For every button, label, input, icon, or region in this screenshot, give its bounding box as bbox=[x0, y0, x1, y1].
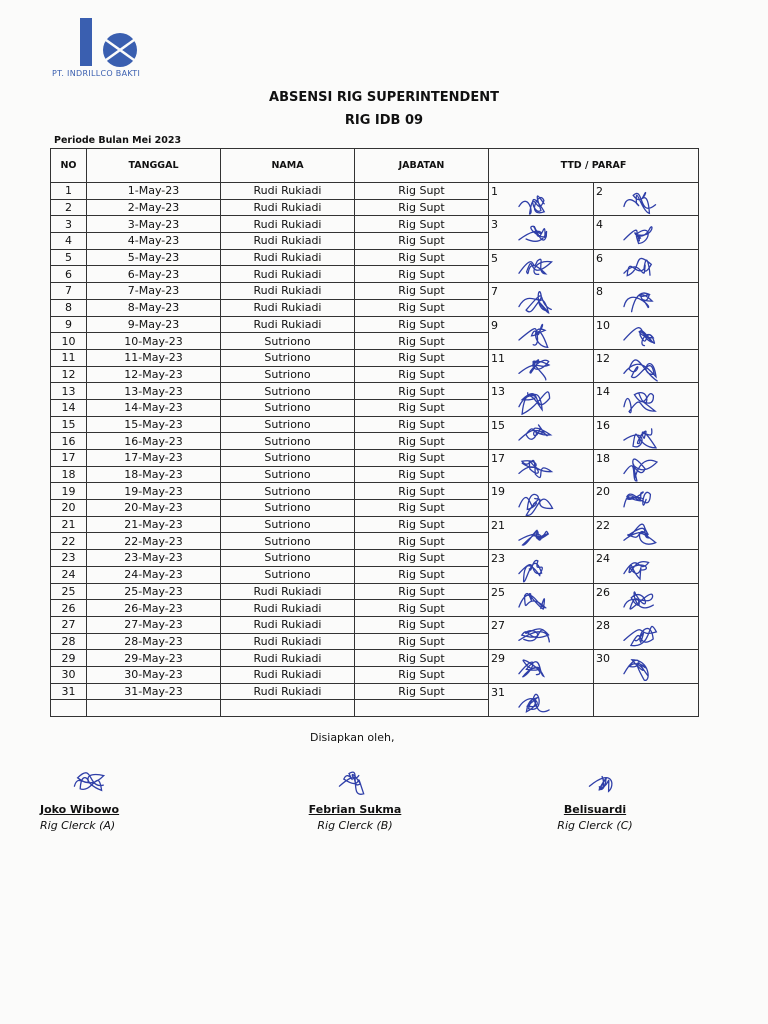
cell-nama: Rudi Rukiadi bbox=[221, 266, 355, 283]
signature-box bbox=[489, 683, 594, 716]
table-row bbox=[51, 616, 699, 633]
signature-box bbox=[489, 450, 594, 483]
cell-no: 1 bbox=[51, 183, 87, 200]
prepared-by-label: Disiapkan oleh, bbox=[310, 731, 395, 744]
cell-no: 4 bbox=[51, 233, 87, 250]
signature-box-number: 7 bbox=[491, 285, 498, 299]
cell-no: 5 bbox=[51, 249, 87, 266]
cell-tanggal: 2-May-23 bbox=[87, 199, 221, 216]
cell-jabatan: Rig Supt bbox=[355, 316, 489, 333]
cell-nama: Rudi Rukiadi bbox=[221, 299, 355, 316]
signature-box bbox=[594, 616, 699, 649]
signature-box-number: 2 bbox=[596, 185, 603, 198]
signature-box-number: 24 bbox=[596, 552, 610, 566]
header-ttd-paraf: TTD / PARAF bbox=[489, 149, 699, 183]
signature-box-number: 27 bbox=[491, 618, 505, 632]
signature-box-number: 14 bbox=[596, 385, 610, 399]
cell-jabatan: Rig Supt bbox=[355, 266, 489, 283]
cell-jabatan: Rig Supt bbox=[355, 600, 489, 617]
cell-nama: Sutriono bbox=[221, 500, 355, 517]
cell-nama: Rudi Rukiadi bbox=[221, 249, 355, 266]
cell-nama: Rudi Rukiadi bbox=[221, 233, 355, 250]
signer-signature-scribble bbox=[589, 776, 611, 791]
table-row bbox=[51, 349, 699, 366]
cell-nama: Sutriono bbox=[221, 566, 355, 583]
cell-nama: Rudi Rukiadi bbox=[221, 199, 355, 216]
attendance-table bbox=[50, 148, 699, 717]
cell-tanggal: 5-May-23 bbox=[87, 249, 221, 266]
cell-tanggal: 30-May-23 bbox=[87, 666, 221, 683]
table-row bbox=[51, 216, 699, 233]
cell-no: 21 bbox=[51, 516, 87, 533]
signature-box-number: 3 bbox=[491, 218, 498, 232]
cell-no: 6 bbox=[51, 266, 87, 283]
signature-box bbox=[594, 483, 699, 516]
cell-no: 28 bbox=[51, 633, 87, 650]
cell-nama: Sutriono bbox=[221, 399, 355, 416]
cell-tanggal: 29-May-23 bbox=[87, 650, 221, 667]
signature-box bbox=[489, 416, 594, 449]
table-row bbox=[51, 383, 699, 400]
signature-box-number: 1 bbox=[491, 185, 498, 198]
signer-role: Rig Clerck (C) bbox=[557, 819, 633, 832]
cell-nama: Rudi Rukiadi bbox=[221, 650, 355, 667]
signature-box bbox=[594, 183, 699, 216]
table-row bbox=[51, 550, 699, 567]
cell-jabatan: Rig Supt bbox=[355, 383, 489, 400]
signature-box bbox=[594, 316, 699, 349]
signature-box-number: 17 bbox=[491, 452, 505, 465]
cell-jabatan: Rig Supt bbox=[355, 233, 489, 250]
cell-tanggal: 13-May-23 bbox=[87, 383, 221, 400]
signer-b bbox=[295, 803, 415, 832]
cell-tanggal: 18-May-23 bbox=[87, 466, 221, 483]
signature-box-number: 21 bbox=[491, 518, 505, 532]
cell-tanggal: 26-May-23 bbox=[87, 600, 221, 617]
signature-box bbox=[489, 283, 594, 316]
cell-nama: Sutriono bbox=[221, 450, 355, 467]
cell-no: 3 bbox=[51, 216, 87, 233]
cell-nama: Sutriono bbox=[221, 383, 355, 400]
signature-box-number: 26 bbox=[596, 585, 610, 599]
signature-box bbox=[489, 583, 594, 616]
table-row bbox=[51, 450, 699, 467]
cell-no: 9 bbox=[51, 316, 87, 333]
signature-box-number: 16 bbox=[596, 418, 610, 432]
cell-jabatan: Rig Supt bbox=[355, 399, 489, 416]
cell-nama: Sutriono bbox=[221, 333, 355, 350]
cell-no: 7 bbox=[51, 283, 87, 300]
signature-box bbox=[594, 650, 699, 683]
cell-tanggal: 22-May-23 bbox=[87, 533, 221, 550]
cell-nama: Rudi Rukiadi bbox=[221, 616, 355, 633]
cell-tanggal: 25-May-23 bbox=[87, 583, 221, 600]
cell-nama: Sutriono bbox=[221, 466, 355, 483]
cell-tanggal: 4-May-23 bbox=[87, 233, 221, 250]
cell-jabatan: Rig Supt bbox=[355, 583, 489, 600]
cell-jabatan: Rig Supt bbox=[355, 633, 489, 650]
table-row bbox=[51, 683, 699, 700]
cell-tanggal: 24-May-23 bbox=[87, 566, 221, 583]
table-body bbox=[51, 183, 699, 717]
signature-box-number: 29 bbox=[491, 652, 505, 666]
cell-jabatan: Rig Supt bbox=[355, 216, 489, 233]
cell-no: 10 bbox=[51, 333, 87, 350]
signature-box bbox=[594, 416, 699, 449]
cell-jabatan: Rig Supt bbox=[355, 183, 489, 200]
cell-tanggal: 14-May-23 bbox=[87, 399, 221, 416]
cell-jabatan: Rig Supt bbox=[355, 416, 489, 433]
cell-nama: Sutriono bbox=[221, 416, 355, 433]
cell-tanggal: 16-May-23 bbox=[87, 433, 221, 450]
cell-tanggal: 31-May-23 bbox=[87, 683, 221, 700]
signer-signature-scribble bbox=[74, 773, 103, 791]
cell-nama: Sutriono bbox=[221, 349, 355, 366]
cell-no: 20 bbox=[51, 500, 87, 517]
cell-no: 2 bbox=[51, 199, 87, 216]
table-row bbox=[51, 483, 699, 500]
cell-tanggal: 17-May-23 bbox=[87, 450, 221, 467]
cell-tanggal: 1-May-23 bbox=[87, 183, 221, 200]
cell-no: 11 bbox=[51, 349, 87, 366]
signature-box bbox=[489, 349, 594, 382]
cell-tanggal: 10-May-23 bbox=[87, 333, 221, 350]
cell-jabatan: Rig Supt bbox=[355, 533, 489, 550]
signature-box bbox=[489, 616, 594, 649]
signature-box bbox=[489, 383, 594, 416]
signature-box bbox=[489, 650, 594, 683]
cell-no: 15 bbox=[51, 416, 87, 433]
cell-jabatan: Rig Supt bbox=[355, 199, 489, 216]
signature-box-number: 11 bbox=[491, 351, 505, 365]
cell-jabatan: Rig Supt bbox=[355, 249, 489, 266]
signature-box bbox=[594, 383, 699, 416]
signature-box-number: 25 bbox=[491, 585, 505, 599]
signature-box bbox=[489, 183, 594, 216]
header-tanggal: TANGGAL bbox=[87, 149, 221, 183]
signature-box-number: 28 bbox=[596, 618, 610, 632]
signature-box bbox=[594, 249, 699, 282]
cell-nama: Sutriono bbox=[221, 483, 355, 500]
signer-name: Belisuardi bbox=[563, 803, 627, 816]
table-row bbox=[51, 316, 699, 333]
cell-no: 22 bbox=[51, 533, 87, 550]
period-label: Periode Bulan Mei 2023 bbox=[54, 135, 182, 146]
cell-no: 12 bbox=[51, 366, 87, 383]
cell-no: 16 bbox=[51, 433, 87, 450]
cell-nama: Rudi Rukiadi bbox=[221, 683, 355, 700]
signature-box bbox=[489, 550, 594, 583]
cell-tanggal: 11-May-23 bbox=[87, 349, 221, 366]
signature-box-number: 10 bbox=[596, 318, 610, 332]
cell-no: 31 bbox=[51, 683, 87, 700]
cell-jabatan: Rig Supt bbox=[355, 566, 489, 583]
cell-tanggal: 3-May-23 bbox=[87, 216, 221, 233]
cell-nama: Rudi Rukiadi bbox=[221, 666, 355, 683]
signature-box bbox=[489, 249, 594, 282]
cell-no: 14 bbox=[51, 399, 87, 416]
cell-tanggal: 6-May-23 bbox=[87, 266, 221, 283]
company-name: PT. INDRILLCO BAKTI bbox=[52, 69, 141, 78]
signer-role: Rig Clerck (A) bbox=[40, 819, 116, 832]
signature-box bbox=[594, 516, 699, 549]
cell-no: 30 bbox=[51, 666, 87, 683]
cell-no: 17 bbox=[51, 450, 87, 467]
table-header-row bbox=[51, 149, 699, 183]
signature-box-number: 9 bbox=[491, 318, 498, 332]
document-subtitle: RIG IDB 09 bbox=[344, 113, 424, 128]
signature-box-number: 5 bbox=[491, 251, 498, 265]
cell-no: 27 bbox=[51, 616, 87, 633]
cell-no: 25 bbox=[51, 583, 87, 600]
cell-jabatan: Rig Supt bbox=[355, 299, 489, 316]
signature-box bbox=[594, 683, 699, 716]
signature-box bbox=[489, 216, 594, 249]
cell-nama: Sutriono bbox=[221, 550, 355, 567]
cell-jabatan: Rig Supt bbox=[355, 666, 489, 683]
cell-jabatan: Rig Supt bbox=[355, 433, 489, 450]
cell-no: 13 bbox=[51, 383, 87, 400]
cell-nama: Sutriono bbox=[221, 433, 355, 450]
signature-box-number: 12 bbox=[596, 351, 610, 365]
cell-tanggal: 12-May-23 bbox=[87, 366, 221, 383]
cell-no: 8 bbox=[51, 299, 87, 316]
cell-jabatan: Rig Supt bbox=[355, 466, 489, 483]
signature-box-number: 22 bbox=[596, 518, 610, 532]
table-row bbox=[51, 516, 699, 533]
cell-jabatan: Rig Supt bbox=[355, 516, 489, 533]
signature-box-number: 23 bbox=[491, 552, 505, 566]
signature-box bbox=[594, 349, 699, 382]
cell-tanggal: 23-May-23 bbox=[87, 550, 221, 567]
signature-box bbox=[489, 483, 594, 516]
header-no: NO bbox=[51, 149, 87, 183]
cell-no: 26 bbox=[51, 600, 87, 617]
cell-tanggal: 27-May-23 bbox=[87, 616, 221, 633]
signature-box-number: 8 bbox=[596, 285, 603, 299]
cell-jabatan: Rig Supt bbox=[355, 483, 489, 500]
table-row bbox=[51, 249, 699, 266]
table-row bbox=[51, 283, 699, 300]
cell-tanggal: 8-May-23 bbox=[87, 299, 221, 316]
cell-nama: Rudi Rukiadi bbox=[221, 183, 355, 200]
signature-box-number: 18 bbox=[596, 452, 610, 465]
signature-box bbox=[594, 216, 699, 249]
signature-box bbox=[594, 550, 699, 583]
signature-box-number: 20 bbox=[596, 485, 610, 499]
signer-name: Joko Wibowo bbox=[40, 803, 120, 816]
cell-jabatan: Rig Supt bbox=[355, 650, 489, 667]
signature-box-number: 19 bbox=[491, 485, 505, 499]
cell-jabatan: Rig Supt bbox=[355, 616, 489, 633]
cell-jabatan: Rig Supt bbox=[355, 333, 489, 350]
cell-jabatan: Rig Supt bbox=[355, 450, 489, 467]
signature-box-number: 4 bbox=[596, 218, 603, 232]
signer-a bbox=[40, 803, 150, 832]
cell-nama: Sutriono bbox=[221, 533, 355, 550]
signer-signature-scribble bbox=[339, 772, 363, 794]
cell-nama: Rudi Rukiadi bbox=[221, 283, 355, 300]
signature-box bbox=[594, 450, 699, 483]
cell-no: 24 bbox=[51, 566, 87, 583]
signature-box bbox=[594, 583, 699, 616]
signer-name: Febrian Sukma bbox=[308, 803, 402, 816]
cell-tanggal: 20-May-23 bbox=[87, 500, 221, 517]
table-row bbox=[51, 583, 699, 600]
cell-jabatan: Rig Supt bbox=[355, 500, 489, 517]
table-row bbox=[51, 183, 699, 200]
signature-box bbox=[489, 316, 594, 349]
header-nama: NAMA bbox=[221, 149, 355, 183]
cell-jabatan: Rig Supt bbox=[355, 283, 489, 300]
cell-tanggal: 7-May-23 bbox=[87, 283, 221, 300]
cell-nama: Rudi Rukiadi bbox=[221, 316, 355, 333]
cell-tanggal: 19-May-23 bbox=[87, 483, 221, 500]
cell-tanggal: 28-May-23 bbox=[87, 633, 221, 650]
cell-no: 19 bbox=[51, 483, 87, 500]
cell-no: 23 bbox=[51, 550, 87, 567]
cell-jabatan: Rig Supt bbox=[355, 349, 489, 366]
cell-nama: Rudi Rukiadi bbox=[221, 633, 355, 650]
cell-jabatan: Rig Supt bbox=[355, 550, 489, 567]
cell-nama: Sutriono bbox=[221, 516, 355, 533]
document-title: ABSENSI RIG SUPERINTENDENT bbox=[269, 90, 499, 105]
signature-box-number: 15 bbox=[491, 418, 505, 432]
table-row bbox=[51, 416, 699, 433]
signature-box bbox=[594, 283, 699, 316]
signer-role: Rig Clerck (B) bbox=[317, 819, 393, 832]
cell-nama: Rudi Rukiadi bbox=[221, 216, 355, 233]
header-jabatan: JABATAN bbox=[355, 149, 489, 183]
signature-box-number: 30 bbox=[596, 652, 610, 666]
cell-tanggal: 21-May-23 bbox=[87, 516, 221, 533]
signature-box-number: 13 bbox=[491, 385, 505, 399]
signer-c bbox=[545, 803, 645, 832]
cell-no: 29 bbox=[51, 650, 87, 667]
cell-jabatan: Rig Supt bbox=[355, 366, 489, 383]
cell-nama: Rudi Rukiadi bbox=[221, 600, 355, 617]
cell-no: 18 bbox=[51, 466, 87, 483]
signature-box-number: 31 bbox=[491, 685, 505, 699]
signature-box bbox=[489, 516, 594, 549]
cell-jabatan: Rig Supt bbox=[355, 683, 489, 700]
signature-box-number: 6 bbox=[596, 251, 603, 265]
cell-nama: Rudi Rukiadi bbox=[221, 583, 355, 600]
cell-nama: Sutriono bbox=[221, 366, 355, 383]
cell-tanggal: 9-May-23 bbox=[87, 316, 221, 333]
table-row bbox=[51, 650, 699, 667]
cell-tanggal: 15-May-23 bbox=[87, 416, 221, 433]
